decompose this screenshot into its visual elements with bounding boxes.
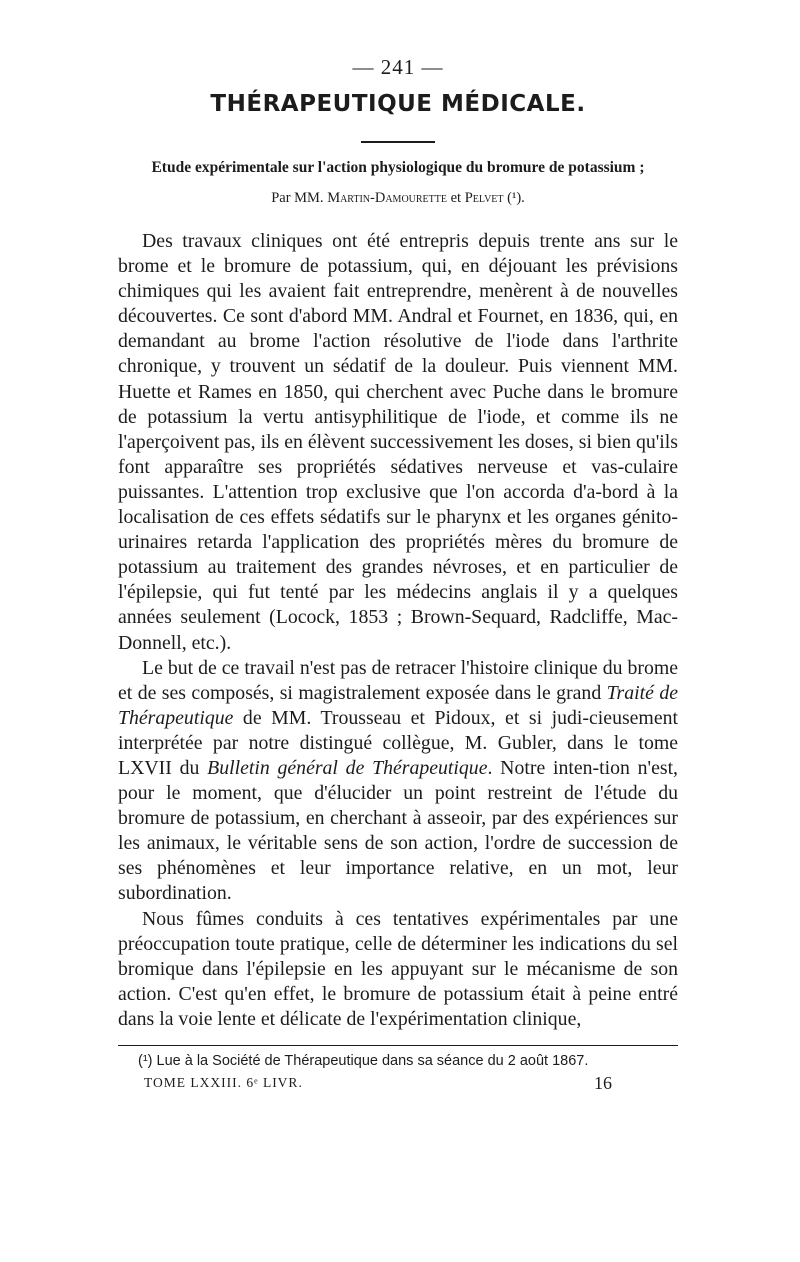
footnote-divider (118, 1045, 678, 1046)
paragraph-2-part-a: Le but de ce travail n'est pas de retracer l'histoire clinique du brome et de ses composés, si magistralement exposée dans le grand (118, 656, 678, 704)
footnote: (¹) Lue à la Société de Thérapeutique dans sa séance du 2 août 1867. (138, 1053, 589, 1069)
page-number: — 241 — (352, 55, 444, 79)
book-title-traite: Traité de Thérapeutique (118, 681, 678, 729)
author-first: Martin-Damourette (327, 190, 447, 206)
title-divider (361, 141, 435, 143)
article-title: Etude expérimentale sur l'action physiologique du bromure de potassium ; (151, 159, 645, 176)
signature-volume: TOME LXXIII. 6ᵉ LIVR. (144, 1075, 303, 1090)
journal-title-bulletin: Bulletin général de Thérapeutique (207, 756, 488, 779)
article-body (118, 229, 678, 1032)
paragraph-2-part-c: . Notre inten-tion n'est, pour le moment, que d'élucider un point restreint de l'étude du bromure de potassium, en cherchant à asseoir, par des expériences sur les animaux, le véritable sens de son action, l'ordre de succession de ses phénomènes et leur importance relative, en un mot, leur subordination. (118, 756, 679, 905)
paragraph-2-part-b: de MM. Trousseau et Pidoux, et si judi-cieusement interprétée par notre distingué collègue, M. Gubler, dans le tome LXVII du (118, 706, 678, 779)
paragraph-2 (118, 656, 678, 907)
section-title: THÉRAPEUTIQUE MÉDICALE. (210, 91, 586, 117)
paragraph-1: Des travaux cliniques ont été entrepris depuis trente ans sur le brome et le bromure de potassium, qui, en déjouant les prévisions chimiques qui les avaient fait entreprendre, menèrent à de nouvelles découvertes. Ce sont d'abord MM. Andral et Fournet, en 1836, qui, en demandant au brome l'action résolutive de l'iode dans l'arthrite chronique, y trouvent un sédatif de la douleur. Puis viennent MM. Huette et Rames en 1850, qui cherchent avec Puche dans le bromure de potassium la vertu antisyphilitique de l'iode, et comme ils ne l'aperçoivent pas, ils en élèvent successivement les doses, si bien qu'ils font apparaître ses propriétés sédatives nerveuse et vas-culaire puissantes. L'attention trop exclusive que l'on accorda d'a-bord à la localisation de ces effets sédatifs sur le pharynx et les organes génito-urinaires retarda l'application des propriétés mères du bromure de potassium au traitement des grandes névroses, et en particulier de l'épilepsie, qui fut tenté par les médecins anglais il y a quelques années seulement (Locock, 1853 ; Brown-Sequard, Radcliffe, Mac-Donnell, etc.). (118, 230, 678, 654)
book-page (118, 55, 678, 1095)
authors-footnote-ref: (¹). (503, 190, 525, 206)
authors-conjunction: et (447, 190, 465, 206)
article-authors (118, 190, 678, 207)
paragraph-3: Nous fûmes conduits à ces tentatives expérimentales par une préoccupation toute pratique, celle de déterminer les indications du sel bromique dans l'épilepsie en les appuyant sur le mécanisme de son action. C'est qu'en effet, le bromure de potassium était à peine entré dans la voie lente et délicate de l'expérimentation clinique, (118, 907, 678, 1030)
author-second: Pelvet (464, 190, 504, 206)
authors-prefix: Par MM. (271, 190, 328, 206)
printer-signature (118, 1075, 678, 1095)
signature-number: 16 (594, 1073, 612, 1093)
